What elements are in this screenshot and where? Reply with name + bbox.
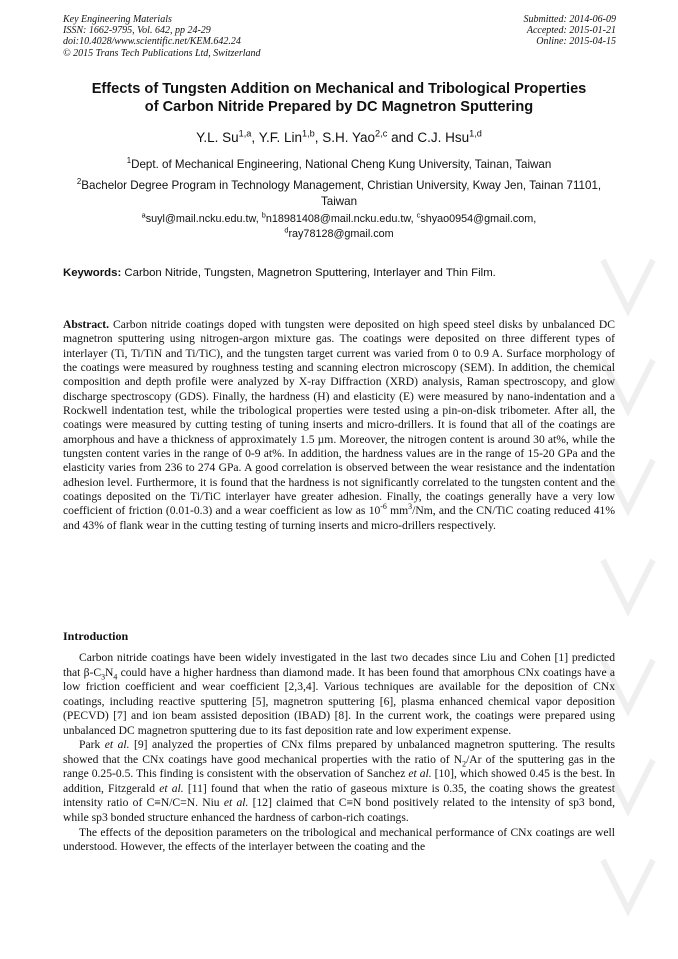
paragraph-text: Carbon nitride coatings have been widely investigated in the last two decades since Liu and Cohen [1] predicted that β-C: [63, 651, 615, 679]
email-link[interactable]: suyl@mail.ncku.edu.tw,: [145, 213, 259, 225]
date-online: Online: 2015-04-15: [536, 36, 616, 48]
journal-copyright: © 2015 Trans Tech Publications Ltd, Switzerland: [63, 47, 261, 59]
citation-etal: et al.: [223, 796, 249, 810]
affiliation-text: Bachelor Degree Program in Technology Management, Christian University, Kway Jen, Tainan 71101, Taiwan: [81, 179, 602, 208]
date-submitted: Submitted: 2014-06-09: [523, 14, 616, 25]
author-name: C.J. Hsu: [417, 130, 470, 145]
author-affiliation-mark: 1,a: [238, 128, 252, 139]
journal-doi: doi:10.4028/www.scientific.net/KEM.642.24: [63, 36, 241, 48]
keywords-label: Keywords:: [63, 267, 122, 279]
email-mark: a: [141, 210, 146, 220]
subscript: 4: [113, 671, 118, 681]
paragraph-text: could have a higher hardness than diamond made. It has been found that amorphous CNx coatings have a low friction coefficient and wear coefficient [2,3,4]. Various techniques are available for the deposition of CNx coatings, including reactive sputtering [5], magnetron sputtering [6], plasma enhanced chemical vapor deposition (PECVD) [7] and ion beam assisted deposition (IBAD) [8]. In the current work, the coatings were prepared using unbalanced DC magnetron sputtering due to its fast deposition rate and low experiment expense.: [63, 665, 615, 737]
paragraph: [63, 651, 615, 738]
affiliation-2: [60, 178, 618, 210]
author-conjunction: and: [391, 130, 414, 145]
journal-name: Key Engineering Materials: [63, 14, 172, 25]
paragraph-text: [10], which showed 0.45 is the best. In addition, Fitzgerald: [63, 767, 615, 795]
author-affiliation-mark: 2,c: [375, 128, 388, 139]
section-heading-introduction: Introduction: [63, 629, 129, 643]
abstract-exponent: 3: [408, 502, 413, 512]
paragraph-text: [12] claimed that C≡N bond positively related to the intensity of sp3 bond, while sp3 bonded structure enhanced the hardness of carbon-rich coatings.: [63, 796, 615, 825]
paragraph-text: [9] analyzed the properties of CNx films prepared by unbalanced magnetron sputtering. The results showed that the CNx coatings have good mechanical properties with the ratio of N: [63, 738, 615, 766]
author-list: Y.L. Su$^{1,a}$, Y.F. Lin$^{1,b}$, S.H. Yao$^{2,c}$ and C.J. Hsu$^{1,d}$: [196, 128, 482, 145]
journal-info: [63, 14, 261, 59]
subscript: 3: [101, 671, 106, 681]
author-affiliation-mark: 1,b: [301, 128, 315, 139]
introduction-body: [63, 651, 615, 855]
title-line: Effects of Tungsten Addition on Mechanical and Tribological Properties: [91, 81, 587, 97]
abstract-text: mm: [386, 504, 409, 518]
paragraph: [63, 738, 615, 825]
citation-etal: et al.: [159, 781, 184, 795]
affiliation-1: [40, 157, 638, 173]
email-mark: d: [284, 225, 289, 235]
author-name: Y.F. Lin: [258, 130, 302, 145]
paragraph-text: Park: [79, 738, 105, 752]
keywords: [63, 266, 616, 280]
abstract: [63, 318, 615, 533]
abstract-label: Abstract.: [63, 318, 110, 331]
paragraph: The effects of the deposition parameters on the tribological and mechanical performance of CNx coatings are well understood. However, the effects of the interlayer between the coating and the: [63, 825, 615, 854]
citation-etal: et al.: [104, 738, 130, 752]
publication-dates: [524, 14, 617, 48]
paragraph-text: [11] found that when the ratio of gaseous mixture is 0.35, the coating shows the greatest intensity ratio of C≡N/C=N. Niu: [63, 781, 615, 810]
email-link[interactable]: n18981408@mail.ncku.edu.tw,: [265, 213, 414, 225]
email-link[interactable]: shyao0954@gmail.com,: [420, 213, 537, 225]
abstract-text: /Nm, and the CN/TiC coating reduced 41% and 43% of flank wear in the cutting testing of turning inserts and micro-drillers respectively.: [63, 504, 616, 532]
paragraph-text: /Ar of the sputtering gas in the range 0.25-0.5. This finding is consistent with the observation of Sanchez: [63, 752, 615, 781]
title-line: of Carbon Nitride Prepared by DC Magnetron Sputtering: [144, 99, 534, 115]
affiliation-mark: 1: [126, 156, 132, 166]
affiliation-mark: 2: [76, 177, 82, 187]
keywords-text: Carbon Nitride, Tungsten, Magnetron Sputtering, Interlayer and Thin Film.: [124, 267, 496, 279]
subscript: 2: [462, 759, 467, 769]
email-link[interactable]: ray78128@gmail.com: [288, 228, 394, 240]
author-name: S.H. Yao: [322, 130, 376, 145]
author-emails: [40, 212, 638, 242]
paper-title: [40, 80, 638, 116]
email-mark: b: [261, 210, 266, 220]
author-affiliation-mark: 1,d: [469, 128, 482, 139]
abstract-text: Carbon nitride coatings doped with tungsten were deposited on high speed steel disks by unbalanced DC magnetron sputtering using nitrogen-argon mixture gas. The coatings were deposited on three different types of interlayer (Ti, Ti/TiN and Ti/TiC), and the tungsten target current was varied from 0 to 0.9 A. Surface morphology of the coatings were measured by roughness testing and scanning electron microscopy (SEM). In addition, the chemical composition and depth profile were analyzed by X-ray Diffraction (XRD) analysis, Raman spectroscopy, and glow discharge spectroscopy (GDS). Finally, the hardness (H) and elasticity (E) were measured by nano-indentation and a Rockwell indentation test, while the tribological properties were tested using a pin-on-disk tribometer. After all, the coatings were measured by cutting testing of tuning inserts and micro-drillers. It is found that all of the coatings are amorphous and have a thickness of approximately 1.5 µm. Moreover, the nitrogen content is around 30 at%, while the tungsten content varies in the range of 0-9 at%. In addition, the hardness values are in the range of 15-20 GPa and the elasticity varies from 236 to 274 GPa. A good correlation is observed between the wear resistance and the indentation adhesion level. Furthermore, it is found that the hardness is not significantly correlated to the tungsten content and the coatings deposited on the Ti/TiC interlayer have greater adhesion. Finally, the coatings generally have a very low coefficient of friction (0.01-0.3) and a wear coefficient as low as 10: [63, 318, 616, 518]
date-accepted: Accepted: 2015-01-21: [526, 25, 616, 37]
email-mark: c: [416, 210, 421, 220]
affiliation-text: Dept. of Mechanical Engineering, National Cheng Kung University, Tainan, Taiwan: [131, 158, 552, 171]
citation-etal: et al.: [408, 767, 432, 781]
paragraph-text: N: [105, 665, 114, 679]
journal-issn: ISSN: 1662-9795, Vol. 642, pp 24-29: [63, 25, 211, 37]
abstract-exponent: -6: [380, 502, 387, 512]
author-name: Y.L. Su: [196, 130, 239, 145]
